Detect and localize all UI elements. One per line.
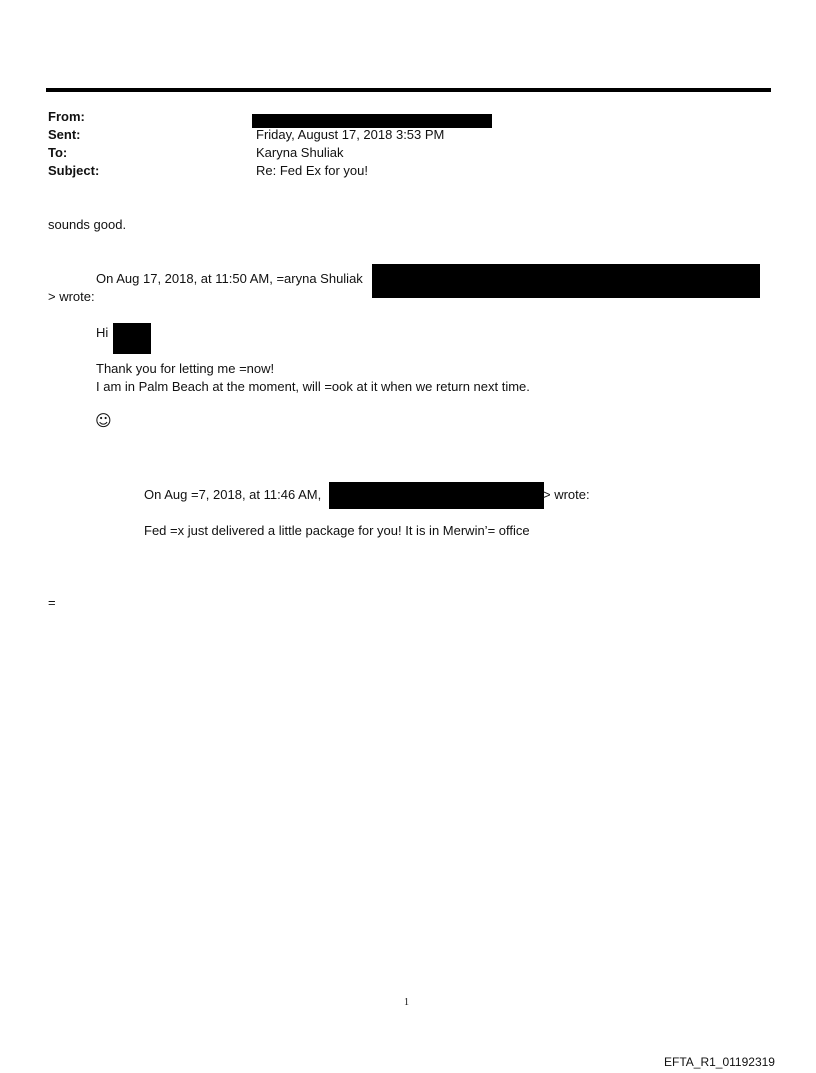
subject-value: Re: Fed Ex for you! [256,163,368,178]
header-rule [46,88,771,92]
quote1-line2: I am in Palm Beach at the moment, will =ook at it when we return next time. [96,379,530,394]
quote2-attribution-end: > wrote: [543,487,590,502]
quote1-attribution-end: > wrote: [48,289,95,304]
quote1-attribution: On Aug 17, 2018, at 11:50 AM, =aryna Shuliak [96,271,363,286]
from-redaction [252,114,492,128]
quote2-line1: Fed =x just delivered a little package for you! It is in Merwin’= office [144,523,530,538]
smiley-icon: ☺ [95,411,112,430]
subject-label: Subject: [48,163,100,178]
to-value: Karyna Shuliak [256,145,344,160]
quote1-name-redaction [113,323,151,354]
document-id: EFTA_R1_01192319 [664,1055,775,1069]
page-number: 1 [404,997,409,1008]
sent-label: Sent: [48,127,81,142]
quote1-line1: Thank you for letting me =now! [96,361,275,376]
quote1-email-redaction [372,264,760,298]
quote2-attribution: On Aug =7, 2018, at 11:46 AM, [144,487,322,502]
trailer-text: = [48,595,56,610]
from-label: From: [48,109,85,124]
quote1-greeting: Hi [96,325,109,340]
sent-value: Friday, August 17, 2018 3:53 PM [256,127,445,142]
quote2-email-redaction [329,482,544,509]
to-label: To: [48,145,68,160]
reply-text: sounds good. [48,217,127,232]
